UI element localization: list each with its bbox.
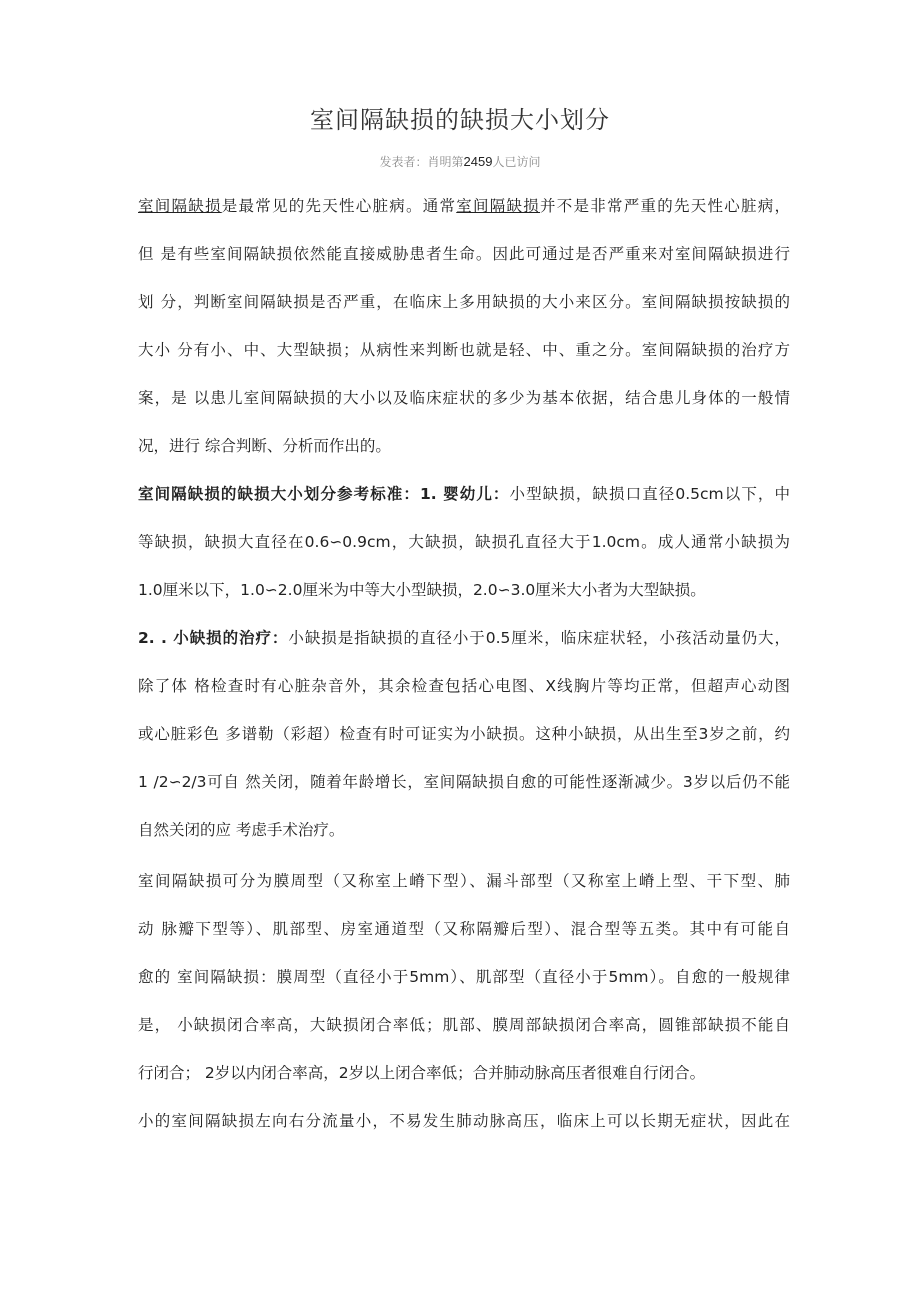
visits-suffix: 人已访问 — [492, 155, 541, 169]
text-line — [138, 422, 790, 470]
text-line — [138, 230, 790, 278]
text-line — [138, 758, 790, 806]
text-line — [138, 1049, 790, 1097]
text-segment: 行闭合； 2岁以内闭合率高，2岁以上闭合率低；合并肺动脉高压者很难自行闭合。 — [138, 1064, 706, 1082]
text-segment: 或心脏彩色 多谱勒（彩超）检查有时可证实为小缺损。这种小缺损，从出生至3岁之前，约 — [138, 725, 790, 743]
text-line — [138, 182, 790, 230]
link-text[interactable]: 室间隔缺损 — [456, 197, 540, 215]
text-segment: 动 脉瓣下型等）、肌部型、房室通道型（又称隔瓣后型）、混合型等五类。其中有可能自 — [138, 920, 790, 938]
text-line — [138, 278, 790, 326]
text-segment: 并不是非常严重的先天性心脏病， — [539, 197, 790, 215]
text-segment: 小缺损是指缺损的直径小于0.5厘米，临床症状轻，小孩活动量仍大， — [288, 629, 791, 647]
text-line — [138, 1097, 790, 1145]
text-segment: 是， 小缺损闭合率高，大缺损闭合率低；肌部、膜周部缺损闭合率高，圆锥部缺损不能自 — [138, 1016, 790, 1034]
paragraph — [138, 857, 790, 1097]
text-segment: 小的室间隔缺损左向右分流量小，不易发生肺动脉高压，临床上可以长期无症状，因此在 — [138, 1112, 790, 1130]
text-segment: 是最常见的先天性心脏病。通常 — [221, 197, 457, 215]
paragraph — [138, 1097, 790, 1145]
text-line — [138, 1001, 790, 1049]
visit-count: 2459 — [463, 154, 493, 169]
text-line — [138, 953, 790, 1001]
paragraph — [138, 470, 790, 614]
text-line — [138, 518, 790, 566]
bold-heading-text: 2. . 小缺损的治疗： — [138, 629, 289, 647]
text-segment: 大小 分有小、中、大型缺损；从病性来判断也就是轻、中、重之分。室间隔缺损的治疗方 — [138, 341, 790, 359]
text-line — [138, 566, 790, 614]
link-text[interactable]: 室间隔缺损 — [138, 197, 222, 215]
text-line — [138, 326, 790, 374]
text-segment: 1.0厘米以下，1.0∽2.0厘米为中等大小型缺损，2.0∽3.0厘米大小者为大型缺损。 — [138, 581, 706, 599]
paragraph — [138, 614, 790, 854]
text-segment: 但 是有些室间隔缺损依然能直接威胁患者生命。因此可通过是否严重来对室间隔缺损进行 — [138, 245, 790, 263]
text-segment: 室间隔缺损可分为膜周型（又称室上嵴下型）、漏斗部型（又称室上嵴上型、干下型、肺 — [138, 872, 790, 890]
text-segment: 除了体 格检查时有心脏杂音外，其余检查包括心电图、X线胸片等均正常，但超声心动图 — [138, 677, 790, 695]
text-segment: 自然关闭的应 考虑手术治疗。 — [138, 821, 345, 839]
article-body — [138, 182, 790, 1145]
text-line — [138, 710, 790, 758]
text-segment: 案，是 以患儿室间隔缺损的大小以及临床症状的多少为基本依据，结合患儿身体的一般情 — [138, 389, 790, 407]
text-line — [138, 614, 790, 662]
text-line — [138, 857, 790, 905]
paragraph — [138, 182, 790, 470]
document-title: 室间隔缺损的缺损大小划分 — [310, 106, 610, 134]
text-segment: 小型缺损，缺损口直径0.5cm以下，中 — [509, 485, 790, 503]
text-line — [138, 470, 790, 518]
text-line — [138, 374, 790, 422]
text-line — [138, 905, 790, 953]
text-line — [138, 662, 790, 710]
text-segment: 1 /2∽2/3可自 然关闭，随着年龄增长，室间隔缺损自愈的可能性逐渐减少。3岁以后仍不能 — [138, 773, 790, 791]
text-segment: 愈的 室间隔缺损：膜周型（直径小于5mm）、肌部型（直径小于5mm）。自愈的一般规律 — [138, 968, 790, 986]
bold-heading-text: 室间隔缺损的缺损大小划分参考标准：1. 婴幼儿： — [138, 485, 510, 503]
author-visits-line — [0, 153, 920, 170]
text-segment: 等缺损，缺损大直径在0.6∽0.9cm，大缺损，缺损孔直径大于1.0cm。成人通常小缺损为 — [138, 533, 790, 551]
text-segment: 况，进行 综合判断、分析而作出的。 — [138, 437, 391, 455]
text-segment: 划 分，判断室间隔缺损是否严重，在临床上多用缺损的大小来区分。室间隔缺损按缺损的 — [138, 293, 790, 311]
text-line — [138, 806, 790, 854]
author-label: 发表者：肖明第 — [379, 155, 464, 169]
